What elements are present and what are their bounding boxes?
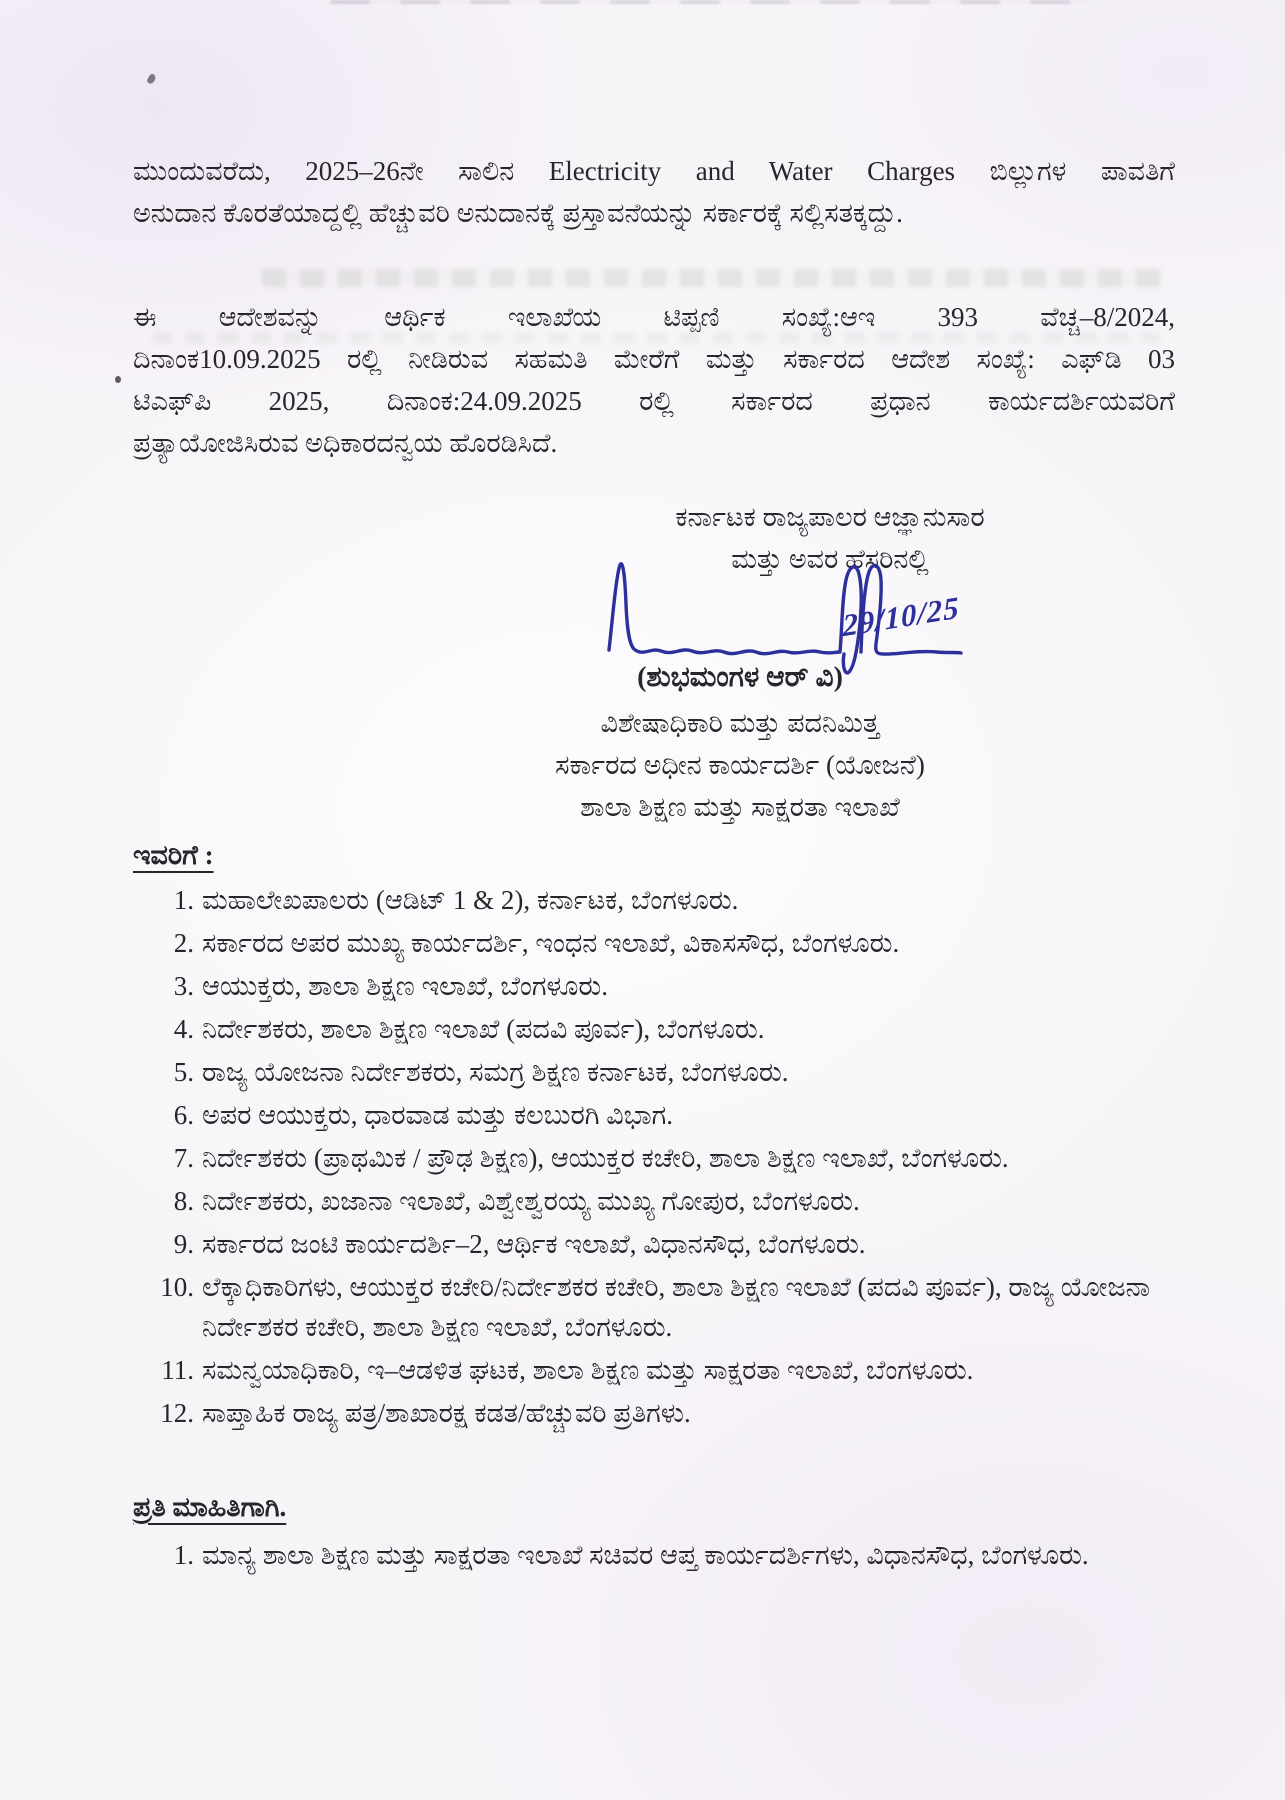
- list-item-text: ನಿರ್ದೇಶಕರು, ಖಜಾನಾ ಇಲಾಖೆ, ವಿಶ್ವೇಶ್ವರಯ್ಯ ಮುಖ್ಯ ಗೋಪುರ, ಬೆಂಗಳೂರು.: [202, 1186, 860, 1216]
- copy-info-list: [150, 1535, 1212, 1578]
- signatory-designations: [480, 702, 1000, 828]
- list-item-text: ಲೆಕ್ಕಾಧಿಕಾರಿಗಳು, ಆಯುಕ್ತರ ಕಚೇರಿ/ನಿರ್ದೇಶಕರ ಕಚೇರಿ, ಶಾಲಾ ಶಿಕ್ಷಣ ಇಲಾಖೆ (ಪದವಿ ಪೂರ್ವ), ರಾಜ್ಯ ಯೋಜನಾ ನಿರ್ದೇಶಕರ ಕಚೇರಿ, ಶಾಲಾ ಶಿಕ್ಷಣ ಇಲಾಖೆ, ಬೆಂಗಳೂರು.: [202, 1272, 1151, 1342]
- scan-bleed-top-edge: [330, 0, 1090, 4]
- paragraph-line: ಮುಂದುವರೆದು, 2025–26ನೇ ಸಾಲಿನ Electricity and Water Charges ಬಿಲ್ಲುಗಳ ಪಾವತಿಗೆ: [133, 156, 1175, 186]
- list-item-text: ಸಮನ್ವಯಾಧಿಕಾರಿ, ಇ–ಆಡಳಿತ ಘಟಕ, ಶಾಲಾ ಶಿಕ್ಷಣ ಮತ್ತು ಸಾಕ್ಷರತಾ ಇಲಾಖೆ, ಬೆಂಗಳೂರು.: [202, 1355, 974, 1385]
- copy-info-heading: ಪ್ರತಿ ಮಾಹಿತಿಗಾಗಿ.: [133, 1492, 287, 1522]
- list-item: [150, 1224, 1212, 1264]
- list-item: [150, 1267, 1212, 1347]
- handwritten-date: 29/10/25: [842, 589, 961, 644]
- list-item-text: ಮಹಾಲೇಖಪಾಲರು (ಆಡಿಟ್ 1 & 2), ಕರ್ನಾಟಕ, ಬೆಂಗಳೂರು.: [202, 885, 739, 915]
- list-item-number: 9.: [173, 1229, 194, 1259]
- list-item-text: ಸರ್ಕಾರದ ಅಪರ ಮುಖ್ಯ ಕಾರ್ಯದರ್ಶಿ, ಇಂಧನ ಇಲಾಖೆ, ವಿಕಾಸಸೌಧ, ಬೆಂಗಳೂರು.: [202, 928, 900, 958]
- designation-line: ಶಾಲಾ ಶಿಕ್ಷಣ ಮತ್ತು ಸಾಕ್ಷರತಾ ಇಲಾಖೆ: [580, 792, 900, 822]
- designation-line: ವಿಶೇಷಾಧಿಕಾರಿ ಮತ್ತು ಪದನಿಮಿತ್ತ: [600, 708, 880, 738]
- list-item-text: ರಾಜ್ಯ ಯೋಜನಾ ನಿರ್ದೇಶಕರು, ಸಮಗ್ರ ಶಿಕ್ಷಣ ಕರ್ನಾಟಕ, ಬೆಂಗಳೂರು.: [202, 1057, 789, 1087]
- list-item-number: 1.: [173, 1540, 194, 1570]
- list-item-text: ಸಾಪ್ತಾಹಿಕ ರಾಜ್ಯ ಪತ್ರ/ಶಾಖಾರಕ್ಷ ಕಡತ/ಹೆಚ್ಚುವರಿ ಪ್ರತಿಗಳು.: [202, 1398, 691, 1428]
- list-item-number: 12.: [160, 1398, 194, 1428]
- designation-line: ಸರ್ಕಾರದ ಅಧೀನ ಕಾರ್ಯದರ್ಶಿ (ಯೋಜನೆ): [555, 750, 925, 780]
- paragraph-further-instruction: [133, 150, 1175, 234]
- paragraph-line: ಅನುದಾನ ಕೊರತೆಯಾದ್ದಲ್ಲಿ ಹೆಚ್ಚುವರಿ ಅನುದಾನಕ್ಕೆ ಪ್ರಸ್ತಾವನೆಯನ್ನು ಸರ್ಕಾರಕ್ಕೆ ಸಲ್ಲಿಸತಕ್ಕದ್ದು.: [133, 198, 903, 228]
- list-item-number: 6.: [173, 1100, 194, 1130]
- signatory-name: (ಶುಭಮಂಗಳ ಆರ್ ವಿ): [637, 662, 843, 693]
- list-item: [150, 1052, 1212, 1092]
- paragraph-line: ಈ ಆದೇಶವನ್ನು ಆರ್ಥಿಕ ಇಲಾಖೆಯ ಟಿಪ್ಪಣಿ ಸಂಖ್ಯೆ:ಆಇ 393 ವೆಚ್ಚ–8/2024,: [133, 302, 1175, 332]
- list-item: [150, 880, 1212, 920]
- scan-speck: [146, 73, 157, 85]
- list-item: [150, 1393, 1212, 1433]
- list-item: [150, 1181, 1212, 1221]
- by-order-of-governor-line: ಕರ್ನಾಟಕ ರಾಜ್ಯಪಾಲರ ಆಜ್ಞಾನುಸಾರ: [675, 502, 985, 532]
- list-item-text: ನಿರ್ದೇಶಕರು, ಶಾಲಾ ಶಿಕ್ಷಣ ಇಲಾಖೆ (ಪದವಿ ಪೂರ್ವ), ಬೆಂಗಳೂರು.: [202, 1014, 765, 1044]
- bleed-through-text-strip: [262, 269, 1162, 287]
- distribution-list: [150, 880, 1212, 1436]
- paragraph-line: ದಿನಾಂಕ10.09.2025 ರಲ್ಲಿ ನೀಡಿರುವ ಸಹಮತಿ ಮೇರೆಗೆ ಮತ್ತು ಸರ್ಕಾರದ ಆದೇಶ ಸಂಖ್ಯೆ: ಎಫ್‌ಡಿ 03: [133, 344, 1175, 374]
- list-item: [150, 966, 1212, 1006]
- list-item-number: 1.: [173, 885, 194, 915]
- list-item-text: ಆಯುಕ್ತರು, ಶಾಲಾ ಶಿಕ್ಷಣ ಇಲಾಖೆ, ಬೆಂಗಳೂರು.: [202, 971, 608, 1001]
- list-item: [150, 1138, 1212, 1178]
- list-item-text: ಸರ್ಕಾರದ ಜಂಟಿ ಕಾರ್ಯದರ್ಶಿ–2, ಆರ್ಥಿಕ ಇಲಾಖೆ, ವಿಧಾನಸೌಧ, ಬೆಂಗಳೂರು.: [202, 1229, 866, 1259]
- list-item: [150, 1009, 1212, 1049]
- list-item-number: 10.: [160, 1272, 194, 1302]
- scan-speck: [115, 376, 121, 383]
- list-item-number: 8.: [173, 1186, 194, 1216]
- paragraph-order-authority: [133, 296, 1175, 464]
- list-item-text: ಅಪರ ಆಯುಕ್ತರು, ಧಾರವಾಡ ಮತ್ತು ಕಲಬುರಗಿ ವಿಭಾಗ.: [202, 1100, 674, 1130]
- paragraph-line: ಟಿಎಫ್‌ಪಿ 2025, ದಿನಾಂಕ:24.09.2025 ರಲ್ಲಿ ಸರ್ಕಾರದ ಪ್ರಧಾನ ಕಾರ್ಯದರ್ಶಿಯವರಿಗೆ: [133, 386, 1175, 416]
- distribution-heading: ಇವರಿಗೆ :: [133, 840, 214, 870]
- list-item-text: ಮಾನ್ಯ ಶಾಲಾ ಶಿಕ್ಷಣ ಮತ್ತು ಸಾಕ್ಷರತಾ ಇಲಾಖೆ ಸಚಿವರ ಆಪ್ತ ಕಾರ್ಯದರ್ಶಿಗಳು, ವಿಧಾನಸೌಧ, ಬೆಂಗಳೂರು.: [202, 1540, 1089, 1570]
- in-his-name-line: ಮತ್ತು ಅವರ ಹೆಸರಿನಲ್ಲಿ: [731, 544, 929, 574]
- list-item: [150, 923, 1212, 963]
- list-item-number: 7.: [173, 1143, 194, 1173]
- list-item-number: 3.: [173, 971, 194, 1001]
- list-item-number: 5.: [173, 1057, 194, 1087]
- list-item: [150, 1095, 1212, 1135]
- list-item-number: 11.: [161, 1355, 194, 1385]
- list-item-number: 2.: [173, 928, 194, 958]
- list-item: [150, 1535, 1212, 1575]
- paragraph-line: ಪ್ರತ್ಯಾಯೋಜಿಸಿರುವ ಅಧಿಕಾರದನ್ವಯ ಹೊರಡಿಸಿದೆ.: [133, 428, 558, 458]
- list-item-number: 4.: [173, 1014, 194, 1044]
- list-item: [150, 1350, 1212, 1390]
- list-item-text: ನಿರ್ದೇಶಕರು (ಪ್ರಾಥಮಿಕ / ಪ್ರೌಢ ಶಿಕ್ಷಣ), ಆಯುಕ್ತರ ಕಚೇರಿ, ಶಾಲಾ ಶಿಕ್ಷಣ ಇಲಾಖೆ, ಬೆಂಗಳೂರು.: [202, 1143, 1009, 1173]
